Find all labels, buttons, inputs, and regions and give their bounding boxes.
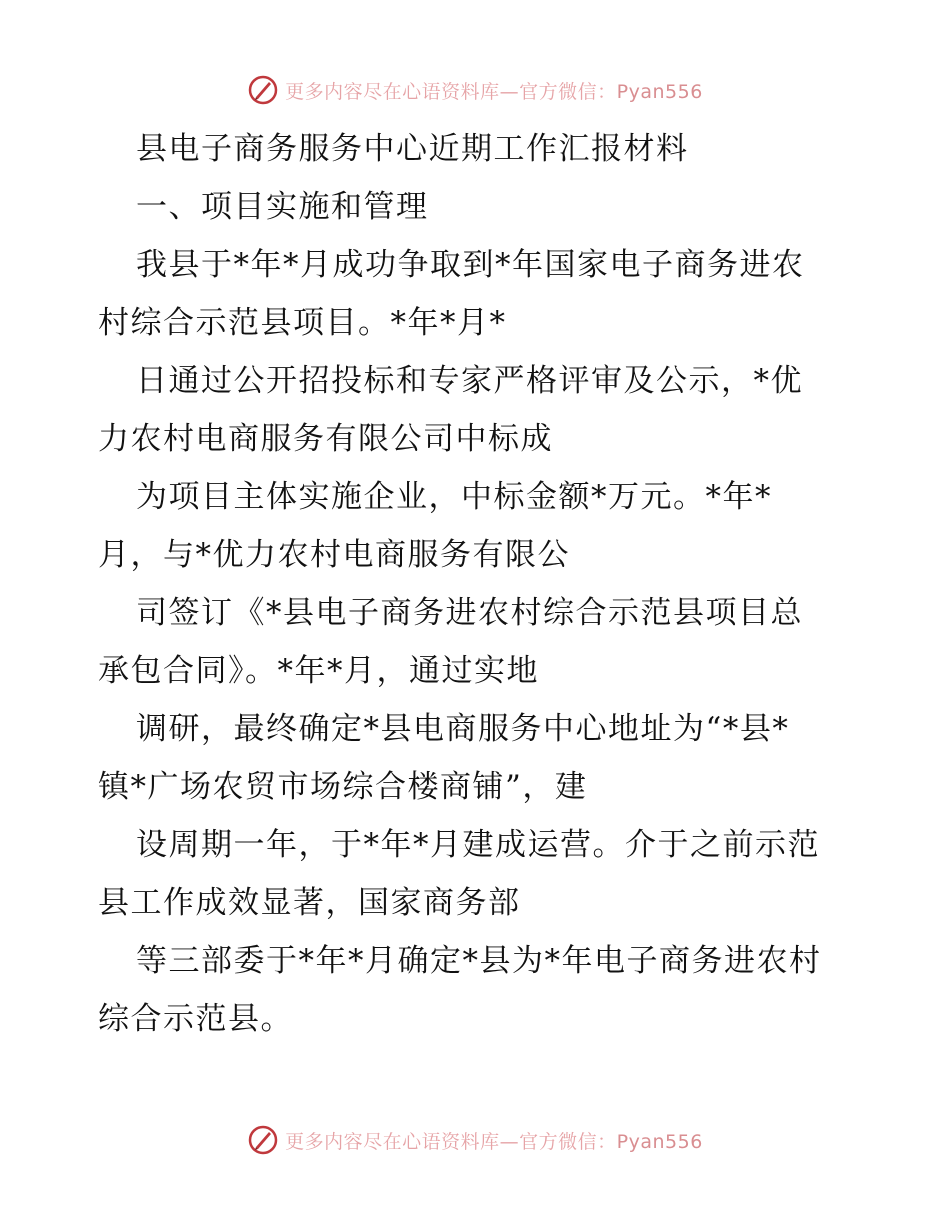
text-line: 力农村电商服务有限公司中标成: [98, 421, 553, 457]
text-line: 设周期一年，于*年*月建成运营。介于之前示范: [136, 827, 820, 863]
text-line: 月，与*优力农村电商服务有限公: [98, 537, 570, 573]
text-line: 村综合示范县项目。*年*月*: [98, 305, 507, 341]
text-line: 调研，最终确定*县电商服务中心地址为“*县*: [136, 711, 790, 747]
text-line: 镇*广场农贸市场综合楼商铺”，建: [98, 769, 588, 805]
text-line: 综合示范县。: [98, 1001, 293, 1037]
watermark-text: [285, 77, 703, 104]
watermark-wechat-id: Pyan556: [616, 80, 703, 103]
watermark-text-cn: 更多内容尽在心语资料库—官方微信：: [285, 1130, 617, 1153]
text-line: 一、项目实施和管理: [136, 189, 429, 225]
text-line: 日通过公开招投标和专家严格评审及公示，*优: [136, 363, 803, 399]
quill-logo-icon: [247, 74, 279, 106]
text-line: 承包合同》。*年*月，通过实地: [98, 653, 539, 689]
document-title: 县电子商务服务中心近期工作汇报材料: [136, 131, 689, 167]
text-line: 我县于*年*月成功争取到*年国家电子商务进农: [136, 247, 805, 283]
watermark-text: [285, 1127, 703, 1154]
text-line: 县工作成效显著，国家商务部: [98, 885, 521, 921]
document-body: [98, 120, 858, 1048]
text-line: 司签订《*县电子商务进农村综合示范县项目总: [136, 595, 803, 631]
quill-logo-icon: [247, 1124, 279, 1156]
text-line: 为项目主体实施企业，中标金额*万元。*年*: [136, 479, 772, 515]
watermark-text-cn: 更多内容尽在心语资料库—官方微信：: [285, 80, 617, 103]
watermark-footer: [0, 1120, 950, 1160]
watermark-wechat-id: Pyan556: [616, 1130, 703, 1153]
watermark-header: [0, 70, 950, 110]
text-line: 等三部委于*年*月确定*县为*年电子商务进农村: [136, 943, 822, 979]
